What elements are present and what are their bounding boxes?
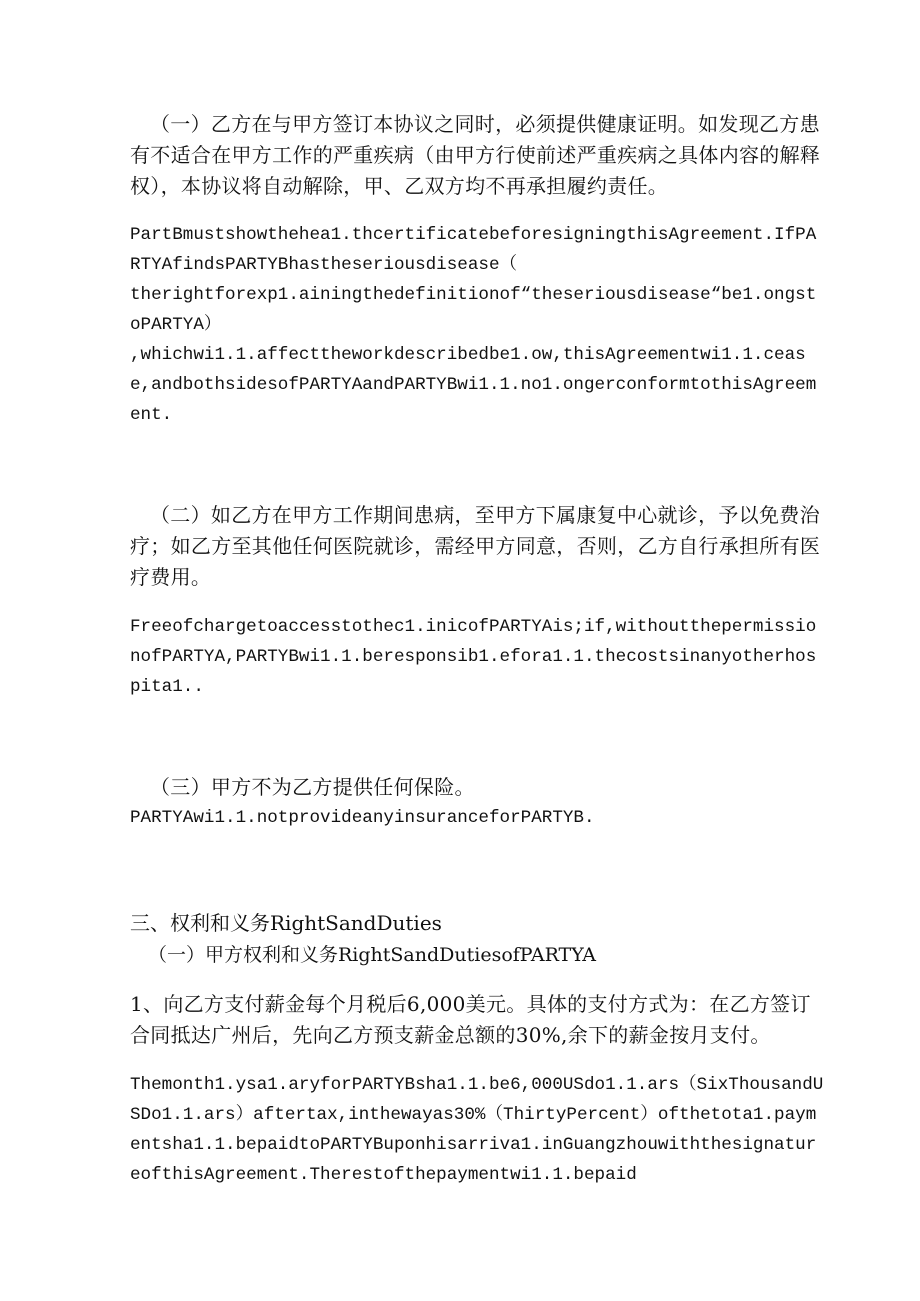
duty-1-chinese: 1、向乙方支付薪金每个月税后6,000美元。具体的支付方式为：在乙方签订合同抵达广州后，先向乙方预支薪金总额的30%,余下的薪金按月支付。 (130, 992, 811, 1047)
clause-3-chinese: （三）甲方不为乙方提供任何保险。 (150, 775, 475, 799)
clause-1-english-part-c: ,whichwi1.1.affecttheworkdescribedbe1.ow,thisAgreementwi1.1.cease,andbothsidesofPARTYAandPARTYBwi1.1.no1.ongerconformtothisAgreement. (130, 345, 817, 425)
clause-1-english (130, 220, 825, 430)
section-three-title: 三、权利和义务RightSandDuties (130, 911, 442, 935)
clause-3-english: PARTYAwi1.1.notprovideanyinsuranceforPARTYB. (130, 808, 595, 828)
duty-1-english: Themonth1.ysa1.aryforPARTYBsha1.1.be6,000USdo1.1.ars（SixThousandUSDo1.1.ars）aftertax,inthewayas30%（ThirtyPercent）ofthetota1.paymentsha1.1.bepaidtoPARTYBuponhisarriva1.inGuangzhouwiththesignatureofthisAgreement.Therestofthepaymentwi1.1.bepaid (130, 1075, 824, 1185)
clause-2-chinese: （二）如乙方在甲方工作期间患病，至甲方下属康复中心就诊，予以免费治疗；如乙方至其他任何医院就诊，需经甲方同意，否则，乙方自行承担所有医疗费用。 (130, 503, 821, 589)
clause-1-chinese: （一）乙方在与甲方签订本协议之同时，必须提供健康证明。如发现乙方患有不适合在甲方工作的严重疾病（由甲方行使前述严重疾病之具体内容的解释权），本协议将自动解除，甲、乙双方均不再承担履约责任。 (130, 112, 821, 198)
clause-2-english: Freeofchargetoaccesstothec1.inicofPARTYAis;if,withoutthepermissionofPARTYA,PARTYBwi1.1.beresponsib1.efora1.1.thecostsinanyotherhospita1.. (130, 617, 817, 697)
clause-1-english-part-b: therightforexp1.ainingthedefinitionof“theseriousdisease“be1.ongstoPARTYA） (130, 285, 817, 335)
clause-1-english-part-a: PartBmustshowthehea1.thcertificatebeforesigningthisAgreement.IfPARTYAfindsPARTYBhastheseriousdisease（ (130, 225, 817, 275)
section-three-subtitle: （一）甲方权利和义务RightSandDutiesofPARTYA (148, 944, 597, 966)
